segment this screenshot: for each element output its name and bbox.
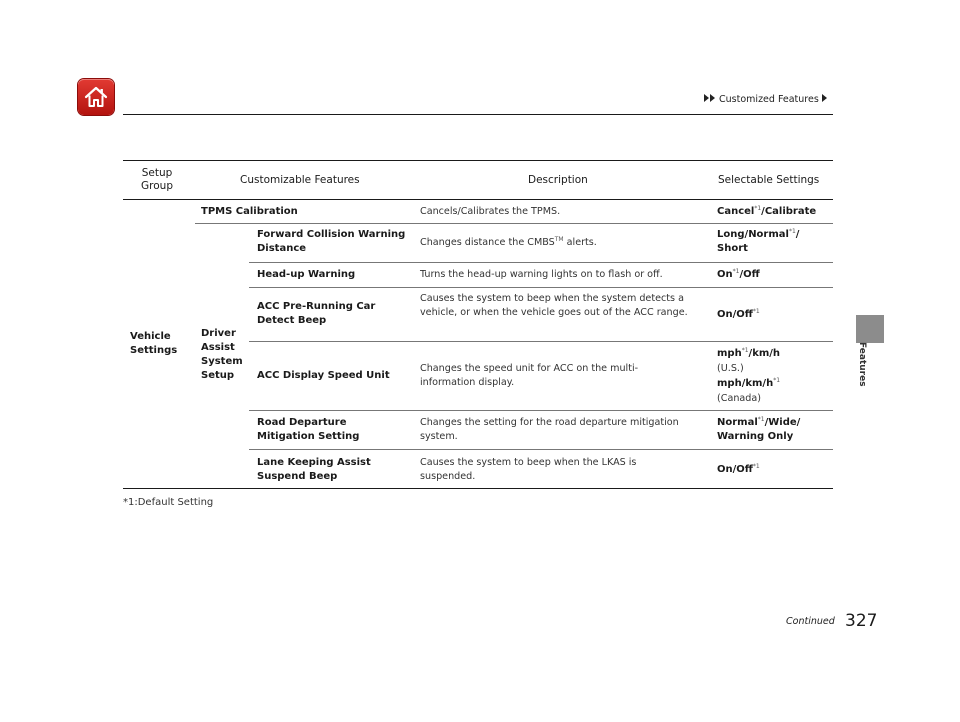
continued-label: Continued [786, 616, 835, 627]
chapter-tab-label: Features [857, 342, 867, 387]
breadcrumb-section[interactable]: Customized Features [719, 94, 819, 105]
breadcrumb-arrow-icon [822, 94, 827, 102]
row-divider [195, 223, 833, 224]
header-setup-group: Setup Group [141, 167, 173, 192]
row-divider [249, 341, 833, 342]
breadcrumb[interactable] [704, 94, 828, 105]
row-divider [249, 449, 833, 450]
page-number: 327 [845, 611, 878, 631]
feature-lane-keeping-assist-suspend-beep: Lane Keeping Assist Suspend Beep [257, 457, 371, 482]
description: Causes the system to beep when the system detects a vehicle, or when the vehicle goes out of the ACC range. [420, 293, 688, 318]
chapter-tab[interactable] [856, 315, 884, 343]
header-customizable-features: Customizable Features [240, 174, 360, 186]
table-header-rule [123, 199, 833, 200]
breadcrumb-arrow-icon [704, 94, 709, 102]
breadcrumb-arrow-icon [710, 94, 715, 102]
setup-group-vehicle-settings: Vehicle Settings [130, 331, 178, 356]
table-top-rule [123, 160, 833, 161]
header-selectable-settings: Selectable Settings [718, 174, 820, 186]
feature-road-departure-mitigation-setting: Road Departure Mitigation Setting [257, 417, 360, 442]
feature-acc-display-speed-unit: ACC Display Speed Unit [257, 370, 390, 381]
description: Causes the system to beep when the LKAS is suspended. [420, 457, 637, 482]
description: Changes the speed unit for ACC on the multi-information display. [420, 363, 639, 388]
settings: On/Off$^{*1}$ [717, 463, 760, 475]
settings: Cancel$^{*1}$/Calibrate [717, 205, 817, 217]
settings: mph$^{*1}$/km/h (U.S.) mph/$km/h^{*1}$ (Canada) [717, 347, 781, 404]
header-description: Description [528, 174, 588, 186]
description: Cancels/Calibrates the TPMS. [420, 206, 561, 217]
description: Changes distance the CMBS™ alerts. [420, 236, 597, 248]
subgroup-driver-assist: Driver Assist System Setup [201, 328, 243, 381]
feature-head-up-warning: Head-up Warning [257, 269, 356, 280]
description: Turns the head-up warning lights on to flash or off. [420, 269, 663, 280]
row-divider [249, 287, 833, 288]
settings: Normal$^{*1}$/Wide/ Warning Only [717, 416, 801, 442]
footnote: *1:Default Setting [123, 497, 214, 508]
row-divider [249, 262, 833, 263]
settings: On/Off$^{*1}$ [717, 308, 760, 320]
settings: On$^{*1}$/Off [717, 268, 760, 280]
table-bottom-rule [123, 488, 833, 489]
settings: Long/Normal$^{*1}$/ Short [717, 228, 800, 254]
feature-forward-collision-warning-distance: Forward Collision Warning Distance [257, 229, 406, 254]
header-rule [123, 114, 833, 115]
feature-acc-pre-running-car-detect-beep: ACC Pre-Running Car Detect Beep [257, 301, 376, 326]
row-divider [249, 410, 833, 411]
feature-tpms-calibration: TPMS Calibration [201, 206, 298, 217]
home-icon [83, 84, 109, 110]
home-button[interactable] [78, 79, 114, 115]
description: Changes the setting for the road departure mitigation system. [420, 417, 679, 442]
